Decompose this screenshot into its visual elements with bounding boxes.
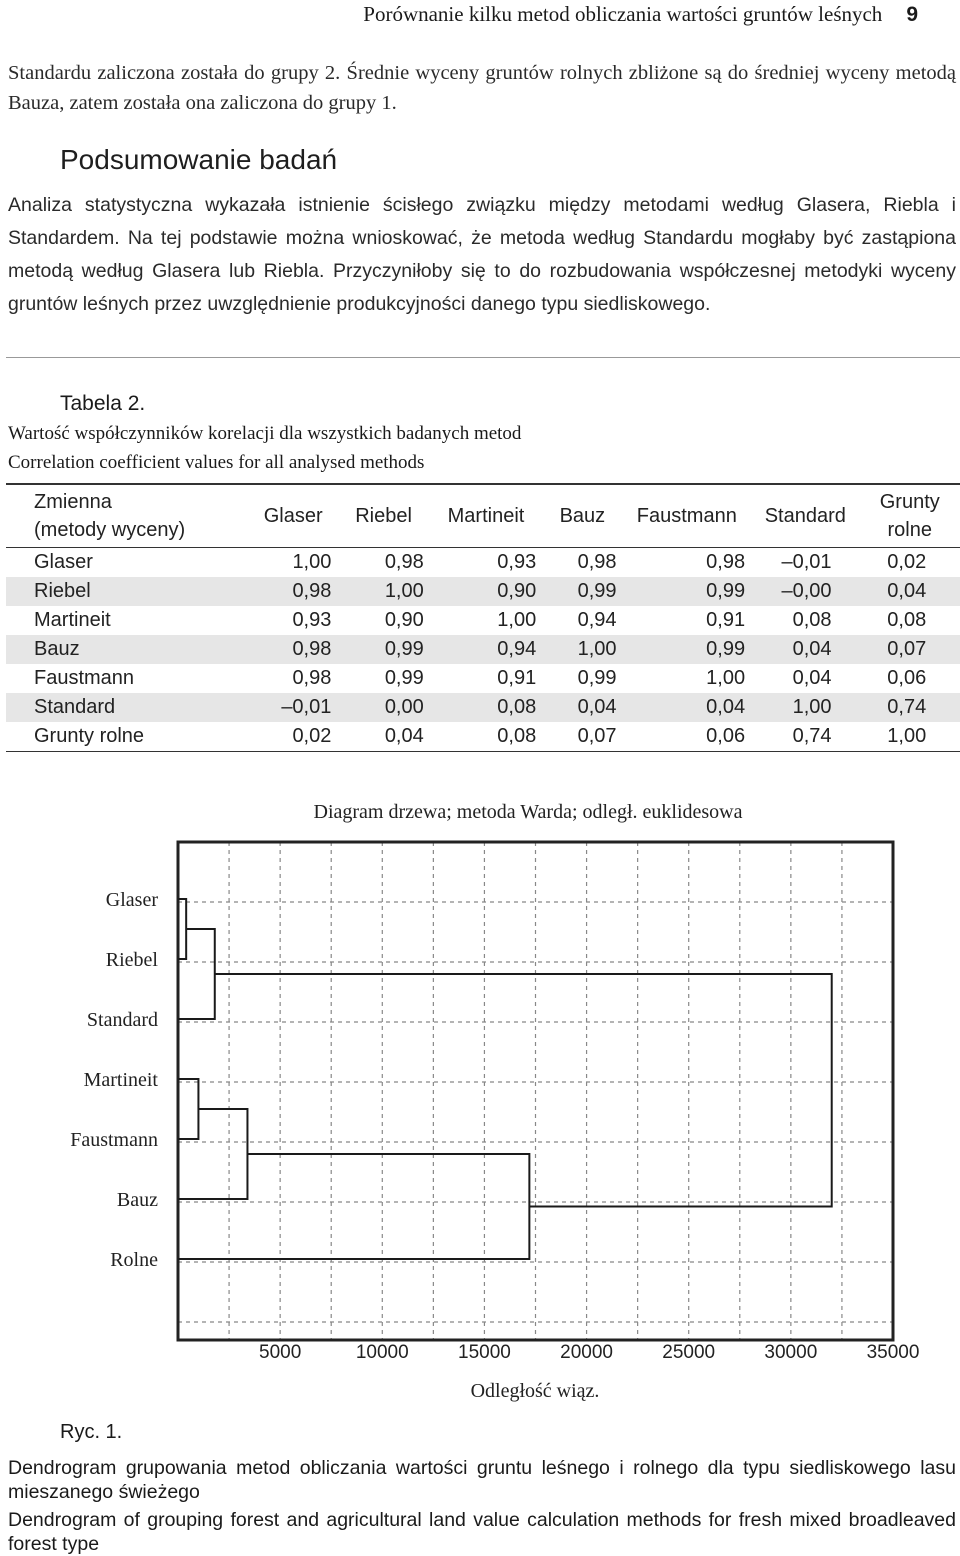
header-grunty-rolne: Grunty rolne [879,491,940,541]
dendrogram-chart [0,780,960,1420]
dendrogram-links [178,899,832,1259]
leaf-label: Faustmann [70,1129,158,1151]
table-cell: 0,99 [577,667,617,689]
table-cell: 1,00 [887,725,927,747]
running-title: Porównanie kilku metod obliczania wartości gruntów leśnych [363,2,883,26]
table-cell: 0,98 [292,638,332,660]
figure-caption-en: Dendrogram of grouping forest and agricultural land value calculation methods for fresh mixed broadleaved forest type [8,1509,956,1555]
header-martineit: Martineit [447,504,525,527]
x-tick-label: 35000 [866,1342,920,1363]
table-cell: 0,98 [292,580,332,602]
leaf-label: Bauz [116,1189,158,1211]
table-cell: 0,08 [497,725,537,747]
table-cell: 0,98 [706,551,746,573]
table-cell: 0,02 [292,725,332,747]
table-cell: 0,07 [887,638,927,660]
table-cell: 0,98 [292,667,332,689]
table-cell: 0,04 [577,696,617,718]
header-glaser: Glaser [263,504,323,527]
row-label: Standard [34,696,116,718]
page-number: 9 [906,3,918,26]
figure-label: Ryc. 1. [60,1421,123,1443]
divider [6,357,960,358]
table-cell: 0,04 [384,725,424,747]
table-cell: 0,99 [706,580,746,602]
x-tick-labels [259,1342,919,1363]
row-label: Riebel [34,580,91,602]
table-cell: 0,99 [384,667,424,689]
table-cell: 0,08 [497,696,537,718]
header-variable: Zmienna (metody wyceny) [34,491,186,541]
correlation-table [6,483,960,752]
table-cell: 0,91 [706,609,746,631]
table-row [6,722,960,752]
row-label: Bauz [34,638,80,660]
header-faustmann: Faustmann [636,504,737,527]
row-label: Glaser [34,551,93,573]
table-row [6,693,960,722]
table-cell: 0,07 [577,725,617,747]
table-row [6,606,960,635]
table-cell: 1,00 [384,580,424,602]
header-bauz: Bauz [559,504,606,527]
x-tick-label: 10000 [355,1342,409,1363]
table-cell: 0,90 [497,580,537,602]
x-axis-label: Odległość wiąz. [470,1380,600,1402]
table-cell: –0,01 [781,551,832,573]
table-cell: 0,99 [706,638,746,660]
table-cell: 1,00 [497,609,537,631]
table-cell: 0,08 [792,609,832,631]
table-cell: 0,90 [384,609,424,631]
table-caption-pl: Wartość współczynników korelacji dla wszystkich badanych metod [8,423,522,444]
intro-paragraph: Standardu zaliczona została do grupy 2. Średnie wyceny gruntów rolnych zbliżone są do średniej wyceny metodą Bauza, zatem została ona zaliczona do grupy 1. [8,62,956,114]
table-header-row [6,484,960,548]
table-cell: 0,04 [887,580,927,602]
table-cell: 0,04 [706,696,746,718]
leaf-label: Riebel [105,949,158,971]
row-label: Martineit [34,609,111,631]
table-row [6,577,960,606]
dendrogram-link [215,974,832,1207]
table-cell: –0,01 [281,696,332,718]
table-row [6,548,960,578]
running-header [0,2,918,27]
x-tick-label: 25000 [662,1342,716,1363]
table-cell: 0,94 [497,638,537,660]
section-title: Podsumowanie badań [60,144,338,175]
summary-paragraph: Analiza statystyczna wykazała istnienie ścisłego związku między metodami według Glasera, Riebla i Standardem. Na tej podstawie można wnioskować, że metoda według Standardu mogłaby być zastąpiona metodą według Glasera lub Riebla. Przyczyniłoby się to do rozbudowania współczesnej metodyki wyceny gruntów leśnych przez uwzględnienie produkcyjności danego typu siedliskowego. [8,194,956,315]
table-cell: 0,06 [706,725,746,747]
table-cell: 0,99 [577,580,617,602]
x-tick-label: 20000 [560,1342,613,1363]
table-cell: 0,08 [887,609,927,631]
table-cell: 1,00 [792,696,832,718]
dendrogram-link [178,1154,529,1259]
leaf-labels [70,889,158,1271]
table-cell: 1,00 [292,551,332,573]
table-cell: 0,98 [577,551,617,573]
table-cell: –0,00 [781,580,832,602]
x-tick-label: 30000 [764,1342,818,1363]
table-cell: 0,74 [887,696,927,718]
header-standard: Standard [764,504,846,527]
table-cell: 0,02 [887,551,927,573]
table-cell: 0,93 [292,609,332,631]
table-cell: 0,91 [497,667,537,689]
table-cell: 0,00 [384,696,424,718]
table-cell: 1,00 [706,667,746,689]
table-cell: 0,93 [497,551,537,573]
dendrogram-link [178,1109,247,1199]
table-cell: 0,94 [577,609,617,631]
table-cell: 0,06 [887,667,927,689]
table-cell: 0,04 [792,638,832,660]
leaf-label: Rolne [110,1249,158,1271]
leaf-label: Standard [86,1009,158,1031]
x-tick-label: 15000 [458,1342,511,1363]
dendrogram-link [178,1079,198,1139]
x-tick-label: 5000 [259,1342,302,1363]
table-row [6,635,960,664]
dendrogram-link [178,929,215,1019]
figure-caption-pl: Dendrogram grupowania metod obliczania wartości gruntu leśnego i rolnego dla typu siedliskowego lasu mieszanego świeżego [8,1457,956,1503]
table-cell: 0,99 [384,638,424,660]
leaf-label: Glaser [105,889,158,911]
table-cell: 0,74 [792,725,832,747]
table-caption-en: Correlation coefficient values for all analysed methods [8,452,425,473]
leaf-label: Martineit [83,1069,158,1091]
chart-title: Diagram drzewa; metoda Warda; odległ. euklidesowa [313,801,743,823]
row-label: Grunty rolne [34,725,145,747]
table-cell: 0,04 [792,667,832,689]
table-label: Tabela 2. [60,392,146,415]
chart-grid [178,842,893,1340]
header-riebel: Riebel [355,504,412,527]
table-cell: 1,00 [577,638,617,660]
table-row [6,664,960,693]
row-label: Faustmann [34,667,135,689]
table-cell: 0,98 [384,551,424,573]
